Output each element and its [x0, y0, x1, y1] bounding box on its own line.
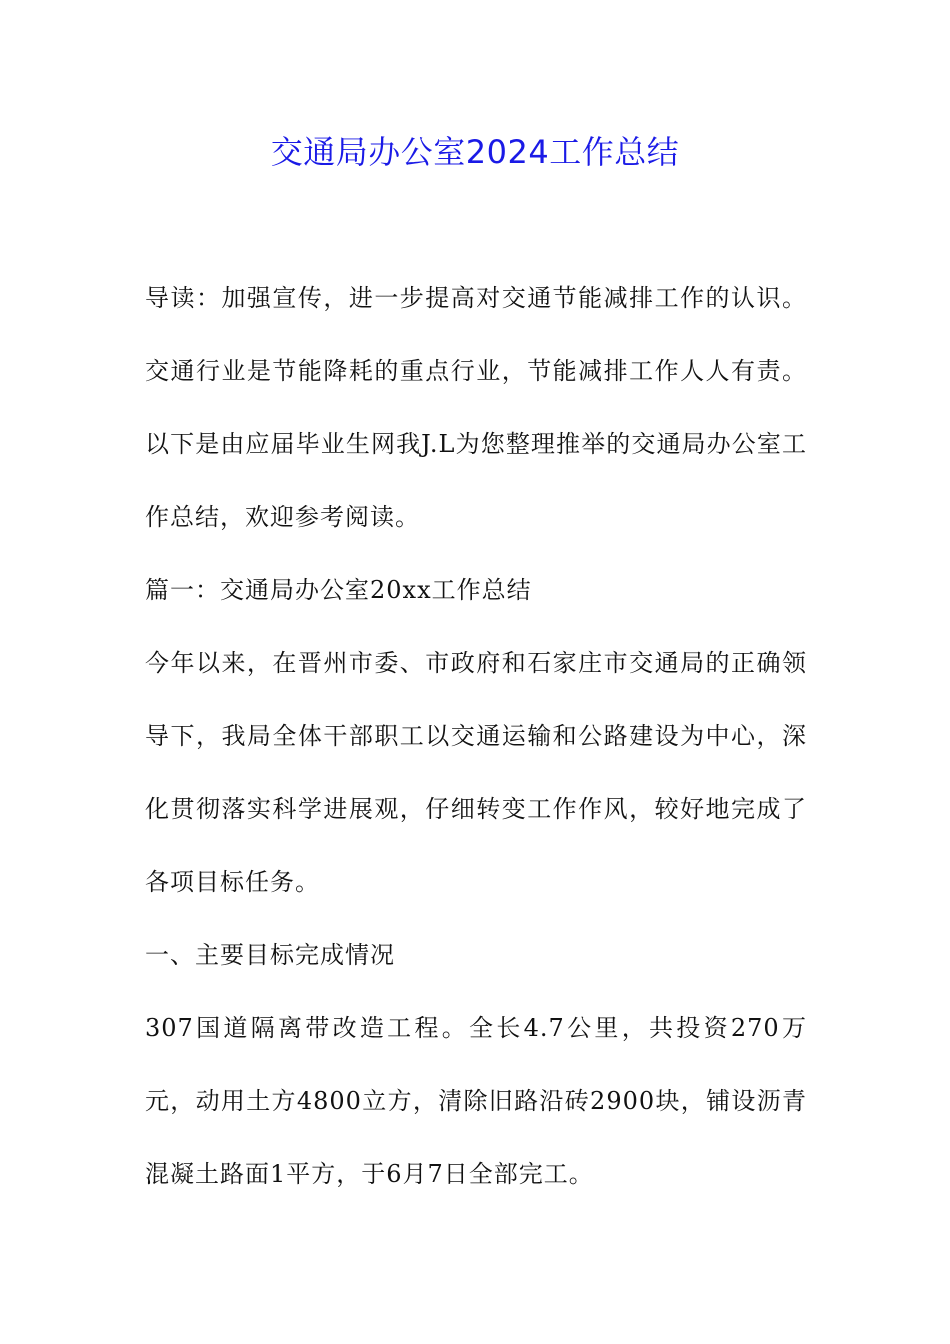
document-title: 交通局办公室2024工作总结 [270, 133, 680, 171]
subsection-heading: 一、主要目标完成情况 [145, 941, 395, 969]
intro-paragraph: 导读：加强宣传，进一步提高对交通节能减排工作的认识。交通行业是节能降耗的重点行业，节能减排工作人人有责。以下是由应届毕业生网我J.L为您整理推举的交通局办公室工作总结，欢迎参考阅读。 [145, 284, 807, 531]
document-body [145, 262, 807, 1211]
body-paragraph: 今年以来，在晋州市委、市政府和石家庄市交通局的正确领导下，我局全体干部职工以交通运输和公路建设为中心，深化贯彻落实科学进展观，仔细转变工作作风，较好地完成了各项目标任务。 [145, 649, 807, 896]
body-paragraph: 307国道隔离带改造工程。全长4.7公里，共投资270万元，动用土方4800立方，清除旧路沿砖2900块，铺设沥青混凝土路面1平方，于6月7日全部完工。 [145, 1014, 807, 1188]
section-heading: 篇一：交通局办公室20xx工作总结 [145, 576, 532, 604]
